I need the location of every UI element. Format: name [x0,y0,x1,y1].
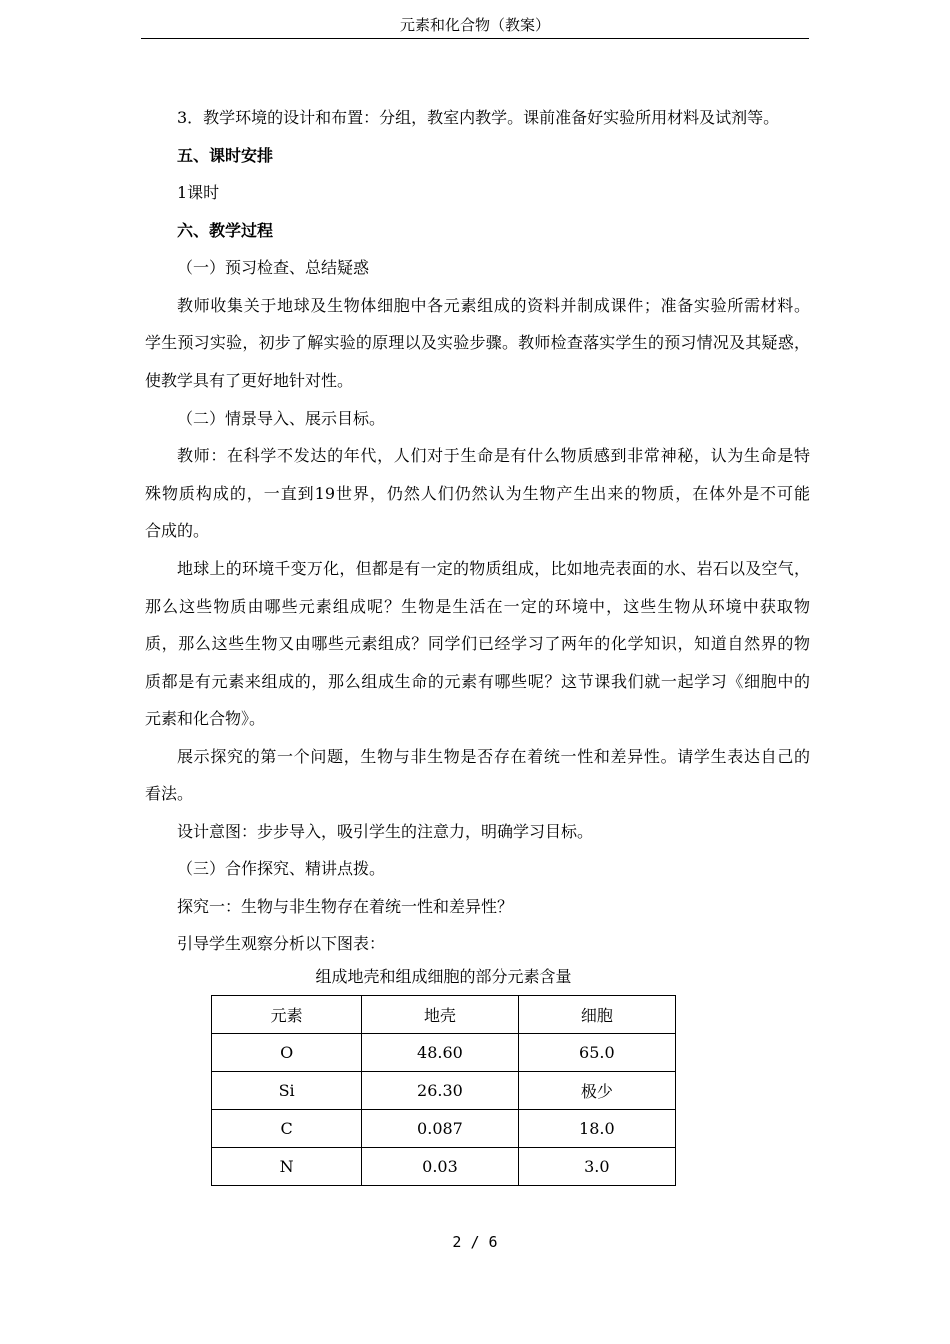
table-cell: Si [212,1072,362,1110]
paragraph-line: 教师收集关于地球及生物体细胞中各元素组成的资料并制成课件；准备实验所需材料。 [177,296,810,315]
subheading-intro: （二）情景导入、展示目标。 [177,409,386,428]
paragraph-design-intent: 设计意图：步步导入，吸引学生的注意力，明确学习目标。 [177,822,594,841]
paragraph-line: 殊物质构成的，一直到19世界，仍然人们仍然认为生物产生出来的物质，在体外是不可能 [145,484,810,503]
table-row [212,1034,676,1072]
paragraph-line: 质，那么这些生物又由哪些元素组成？同学们已经学习了两年的化学知识，知道自然界的物 [145,634,810,653]
table-cell: O [212,1034,362,1072]
table-cell: 3.0 [518,1148,675,1186]
paragraph-environment: 3．教学环境的设计和布置：分组，教室内教学。课前准备好实验所用材料及试剂等。 [177,108,780,127]
element-content-table [211,995,676,1186]
heading-schedule: 五、课时安排 [177,146,274,165]
table-cell: C [212,1110,362,1148]
table-caption: 组成地壳和组成细胞的部分元素含量 [315,967,572,986]
heading-process: 六、教学过程 [177,221,274,240]
table-cell: 0.03 [362,1148,518,1186]
page-number: 2 / 6 [452,1233,498,1251]
paragraph-question: 探究一：生物与非生物存在着统一性和差异性？ [177,897,514,916]
paragraph-line: 合成的。 [145,521,210,540]
header-title: 元素和化合物（教案） [399,16,550,34]
paragraph-line: 展示探究的第一个问题，生物与非生物是否存在着统一性和差异性。请学生表达自己的 [177,747,810,766]
paragraph-line: 地球上的环境千变万化，但都是有一定的物质组成，比如地壳表面的水、岩石以及空气， [177,559,810,578]
paragraph-line: 教师：在科学不发达的年代，人们对于生命是有什么物质感到非常神秘，认为生命是特 [177,446,810,465]
table-cell: 极少 [518,1072,675,1110]
table-cell: 0.087 [362,1110,518,1148]
header-cell: 细胞 [518,996,675,1034]
paragraph-line: 学生预习实验，初步了解实验的原理以及实验步骤。教师检查落实学生的预习情况及其疑惑， [145,333,810,352]
table-header-row [212,996,676,1034]
header-cell: 地壳 [362,996,518,1034]
paragraph-guide: 引导学生观察分析以下图表： [177,934,386,953]
paragraph-line: 元素和化合物》。 [145,709,266,728]
subheading-preview: （一）预习检查、总结疑惑 [177,258,370,277]
subheading-explore: （三）合作探究、精讲点拨。 [177,859,386,878]
table-cell: 48.60 [362,1034,518,1072]
header-rule [141,38,809,39]
table-cell: 26.30 [362,1072,518,1110]
paragraph-line: 那么这些物质由哪些元素组成呢？生物是生活在一定的环境中，这些生物从环境中获取物 [145,597,810,616]
table-cell: N [212,1148,362,1186]
paragraph-schedule: 1课时 [177,183,220,202]
table-row [212,1072,676,1110]
paragraph-line: 使教学具有了更好地针对性。 [145,371,354,390]
table-row [212,1148,676,1186]
table-cell: 18.0 [518,1110,675,1148]
table-cell: 65.0 [518,1034,675,1072]
header-cell: 元素 [212,996,362,1034]
paragraph-line: 质都是有元素来组成的，那么组成生命的元素有哪些呢？这节课我们就一起学习《细胞中的 [145,672,810,691]
paragraph-line: 看法。 [145,784,194,803]
table-row [212,1110,676,1148]
